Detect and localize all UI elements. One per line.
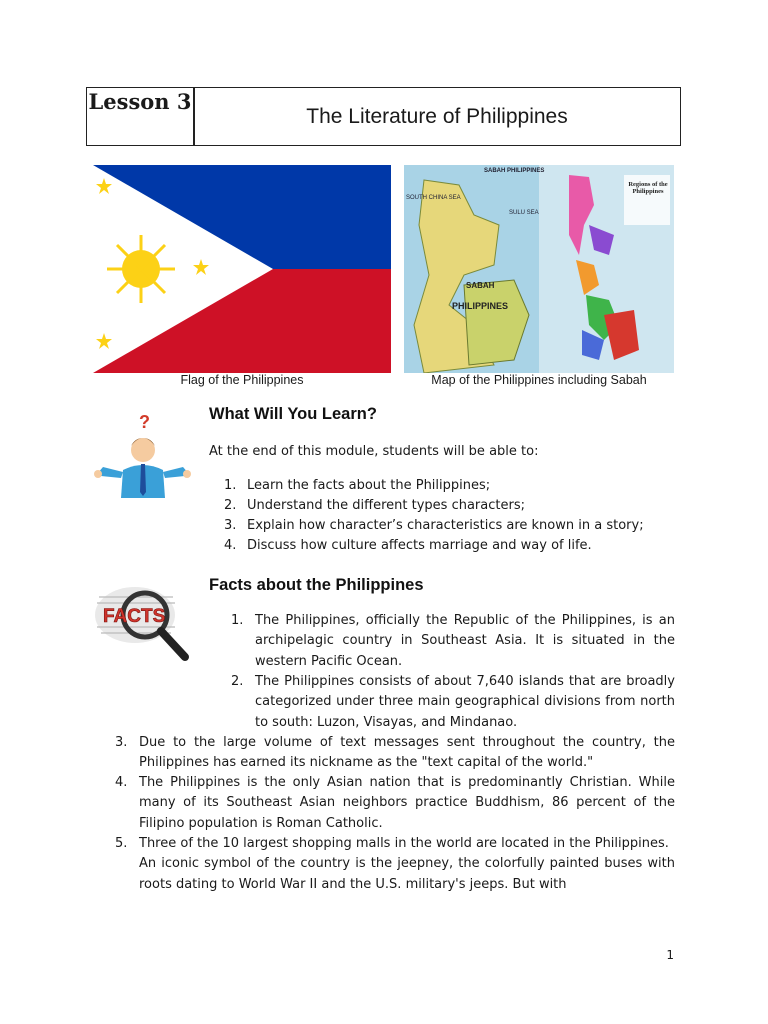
item-number: 1. bbox=[231, 613, 244, 628]
lesson-label: Lesson 3 bbox=[88, 89, 192, 114]
page-number: 1 bbox=[666, 948, 674, 962]
regions-title-label: Regions of the Philippines bbox=[628, 181, 668, 195]
flag-caption: Flag of the Philippines bbox=[180, 373, 304, 387]
list-item bbox=[115, 733, 675, 774]
facts-badge-text: FACTS bbox=[103, 606, 166, 627]
lesson-header bbox=[86, 87, 681, 146]
map-title-label: SABAH PHILIPPINES bbox=[484, 168, 545, 174]
item-text: The Philippines, officially the Republic of the Philippines, is an archipelagic country in Southeast Asia. It is situated in the western Pacific Ocean. bbox=[255, 613, 675, 669]
item-text: Discuss how culture affects marriage and way of life. bbox=[247, 538, 592, 553]
item-number: 4. bbox=[115, 775, 128, 790]
item-text: The Philippines consists of about 7,640 islands that are broadly categorized under three main geographical divisions from north to south: Luzon, Visayas, and Mindanao. bbox=[255, 674, 675, 730]
philippines-flag-image bbox=[93, 165, 391, 373]
item-text: The Philippines is the only Asian nation that is predominantly Christian. While many of its Southeast Asian neighbors practice Buddhism, 86 percent of the Filipino population is Roman Catholic. bbox=[139, 775, 675, 831]
list-item bbox=[224, 476, 684, 496]
list-item bbox=[115, 834, 675, 895]
item-number: 3. bbox=[224, 518, 237, 533]
list-item bbox=[224, 496, 684, 516]
map-caption: Map of the Philippines including Sabah bbox=[431, 373, 647, 387]
objectives-list bbox=[224, 476, 684, 556]
philippines-map-image bbox=[404, 165, 674, 373]
list-item bbox=[224, 516, 684, 536]
sabah-label: SABAH bbox=[466, 281, 495, 290]
question-mark-icon: ? bbox=[139, 412, 150, 432]
item-number: 1. bbox=[224, 478, 237, 493]
list-item bbox=[231, 611, 675, 672]
list-item bbox=[115, 773, 675, 834]
item-text: Explain how character’s characteristics are known in a story; bbox=[247, 518, 644, 533]
item-text-continuation: An iconic symbol of the country is the jeepney, the colorfully painted buses with roots dating to World War II and the U.S. military's jeeps. But with bbox=[139, 856, 675, 892]
list-item bbox=[231, 672, 675, 733]
item-text-main: Three of the 10 largest shopping malls in the world are located in the Philippines. bbox=[139, 836, 669, 851]
south-china-sea-label: SOUTH CHINA SEA bbox=[406, 195, 461, 201]
page-title: The Literature of Philippines bbox=[306, 105, 568, 128]
philippines-map-label: PHILIPPINES bbox=[452, 301, 509, 311]
facts-heading: Facts about the Philippines bbox=[209, 576, 424, 594]
item-text bbox=[139, 834, 675, 895]
learn-intro: At the end of this module, students will be able to: bbox=[209, 444, 539, 459]
item-number: 5. bbox=[115, 836, 128, 851]
sulu-sea-label: SULU SEA bbox=[509, 210, 539, 216]
item-number: 2. bbox=[231, 674, 244, 689]
list-item bbox=[224, 536, 684, 556]
facts-magnifier-icon bbox=[93, 583, 193, 663]
item-text: Due to the large volume of text messages sent throughout the country, the Philippines has earned its nickname as the "text capital of the world." bbox=[139, 735, 675, 771]
item-text: Understand the different types characters; bbox=[247, 498, 525, 513]
confused-man-icon bbox=[93, 412, 191, 504]
learn-heading: What Will You Learn? bbox=[209, 405, 377, 423]
item-text: Learn the facts about the Philippines; bbox=[247, 478, 491, 493]
item-number: 4. bbox=[224, 538, 237, 553]
item-number: 2. bbox=[224, 498, 237, 513]
item-number: 3. bbox=[115, 735, 128, 750]
